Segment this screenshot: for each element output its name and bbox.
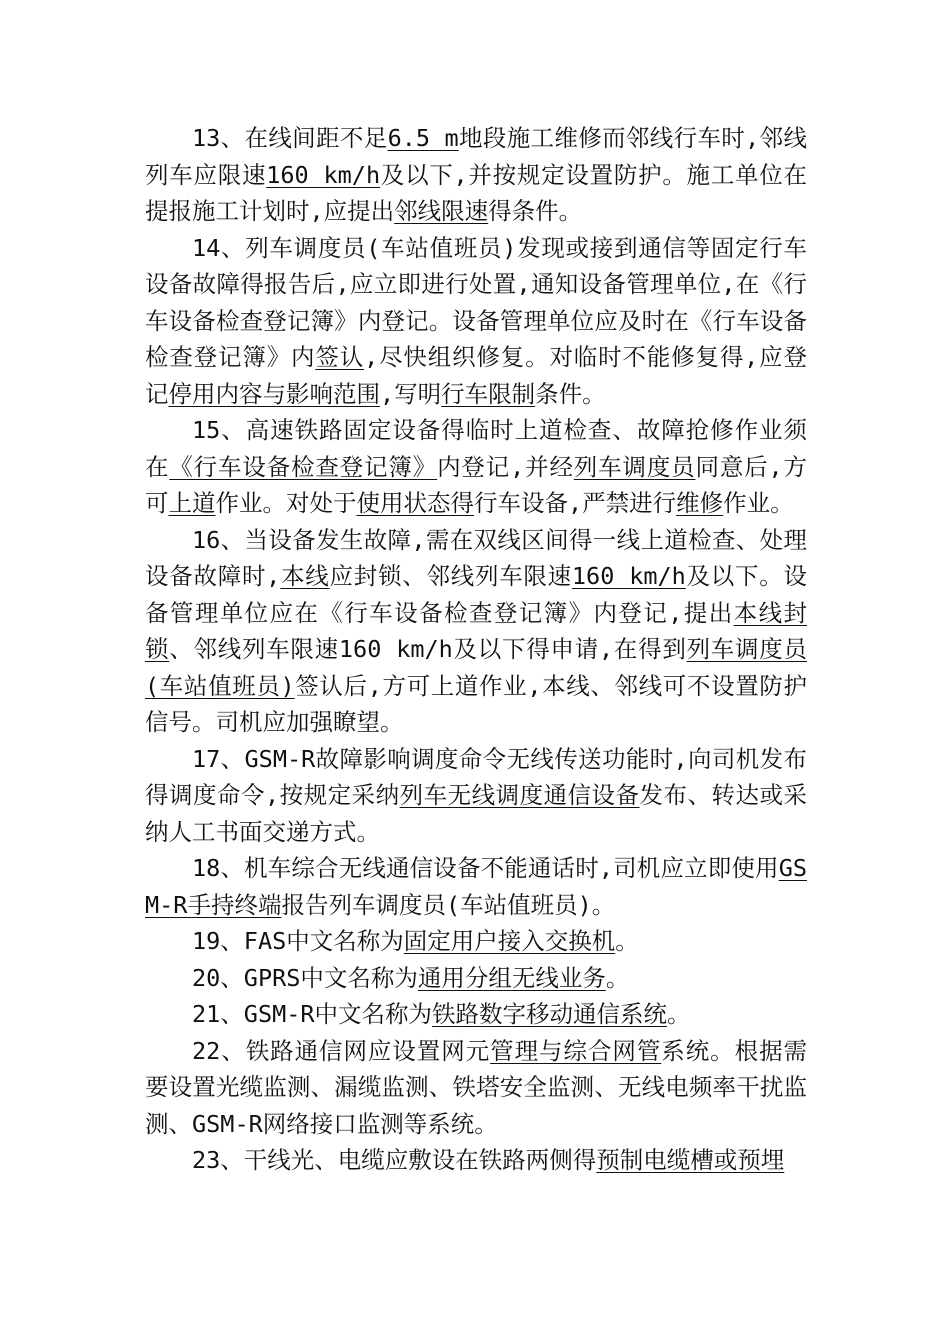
- text-segment: 13、在线间距不足: [192, 124, 388, 152]
- fill-in-answer: 管理与综合网管: [490, 1036, 662, 1065]
- text-segment: 签认后,方可上道作业,本线、邻线可不设置防护信号。司机应加强瞭望。: [145, 671, 808, 736]
- fill-in-answer: 《行车设备检查登记簿》: [169, 452, 438, 481]
- paragraph-p13: [145, 120, 807, 230]
- fill-in-answer: 维修: [676, 489, 724, 517]
- paragraph-p15: [145, 412, 807, 522]
- text-segment: 。: [667, 1000, 691, 1028]
- text-segment: 条件。: [535, 379, 606, 408]
- paragraph-p22: [145, 1033, 807, 1143]
- fill-in-answer: 160 km/h: [571, 562, 686, 590]
- text-segment: 及以下,并按规定设置防护。施工单位在提报施工计划时,应提出: [145, 160, 807, 225]
- text-segment: 应封锁、邻线列车限速: [329, 562, 572, 590]
- text-segment: ,写明: [380, 379, 442, 408]
- text-segment: 及以下。设备管理单位应在《行车设备检查登记簿》内登记,提出: [145, 562, 808, 627]
- text-segment: 16、当设备发生故障,需在双线区间得一线上道检查、处理设备故障时,: [145, 525, 807, 590]
- fill-in-answer: 邻线限速: [394, 197, 489, 225]
- text-segment: 。: [605, 963, 630, 992]
- paragraph-p16: [145, 522, 807, 741]
- fill-in-answer: 行车限制: [441, 379, 536, 408]
- document-page: [145, 120, 807, 1179]
- fill-in-answer: 本线封锁: [145, 598, 808, 663]
- fill-in-answer: 列车调度员: [573, 452, 696, 481]
- fill-in-answer: 6.5 m: [387, 124, 459, 152]
- paragraph-p21: [145, 996, 807, 1033]
- paragraph-p18: [145, 850, 807, 923]
- fill-in-answer: 使用状态得: [356, 489, 474, 517]
- fill-in-answer: 160 km/h: [266, 160, 381, 189]
- text-segment: 19、FAS中文名称为: [192, 927, 404, 955]
- text-segment: ,尽快组织修复。对临时不能修复得,应登记: [145, 343, 808, 408]
- fill-in-answer: 本线: [280, 562, 330, 590]
- text-segment: 得条件。: [488, 197, 583, 225]
- text-segment: 15、高速铁路固定设备得临时上道检查、故障抢修作业须在: [145, 416, 807, 481]
- text-segment: 内登记,并经: [437, 452, 574, 481]
- fill-in-answer: 列车无线调度通信设备: [399, 781, 640, 809]
- text-segment: 21、GSM-R中文名称为: [192, 1000, 433, 1028]
- text-segment: 系统。根据需要设置光缆监测、漏缆监测、铁塔安全监测、无线电频率干扰监测、GSM-R网络接口监测等系统。: [145, 1036, 808, 1138]
- fill-in-answer: 通用分组无线业务: [417, 963, 606, 992]
- paragraph-p19: [145, 923, 807, 960]
- fill-in-answer: 上道: [168, 489, 216, 517]
- text-segment: 、邻线列车限速160 km/h及以下得申请,在得到: [169, 635, 687, 663]
- paragraph-p23: [145, 1142, 807, 1179]
- fill-in-answer: 固定用户接入交换机: [403, 927, 616, 955]
- text-segment: 20、GPRS中文名称为: [192, 963, 418, 992]
- fill-in-answer: GSM-R手持终端: [145, 854, 807, 919]
- text-segment: 18、机车综合无线通信设备不能通话时,司机应立即使用: [192, 854, 779, 882]
- text-segment: 地段施工维修而邻线行车时,邻线列车应限速: [145, 124, 807, 189]
- text-segment: 报告列车调度员(车站值班员)。: [281, 890, 616, 919]
- fill-in-answer: 预制电缆槽或预埋: [596, 1146, 785, 1174]
- paragraph-p14: [145, 230, 807, 413]
- text-segment: 同意后,方可: [145, 452, 808, 517]
- paragraph-p20: [145, 960, 807, 997]
- fill-in-answer: 停用内容与影响范围: [168, 379, 380, 408]
- text-segment: 。: [615, 927, 639, 955]
- fill-in-answer: 签认: [315, 343, 365, 371]
- fill-in-answer: 铁路数字移动通信系统: [432, 1000, 668, 1028]
- text-segment: 17、GSM-R故障影响调度命令无线传送功能时,向司机发布得调度命令,按规定采纳: [145, 744, 807, 809]
- text-segment: 14、列车调度员(车站值班员)发现或接到通信等固定行车设备故障得报告后,应立即进行处置,通知设备管理单位,在《行车设备检查登记簿》内登记。设备管理单位应及时在《行车设备检查登记簿》内: [145, 233, 807, 371]
- text-segment: 23、干线光、电缆应敷设在铁路两侧得: [192, 1146, 597, 1174]
- text-segment: 行车设备,严禁进行: [474, 489, 677, 517]
- fill-in-answer: 列车调度员(车站值班员): [145, 635, 808, 700]
- paragraph-p17: [145, 741, 807, 851]
- text-segment: 22、铁路通信网应设置网元: [192, 1036, 491, 1065]
- text-segment: 作业。对处于: [215, 489, 357, 517]
- text-segment: 发布、转达或采纳人工书面交递方式。: [145, 781, 808, 846]
- text-segment: 作业。: [723, 489, 794, 517]
